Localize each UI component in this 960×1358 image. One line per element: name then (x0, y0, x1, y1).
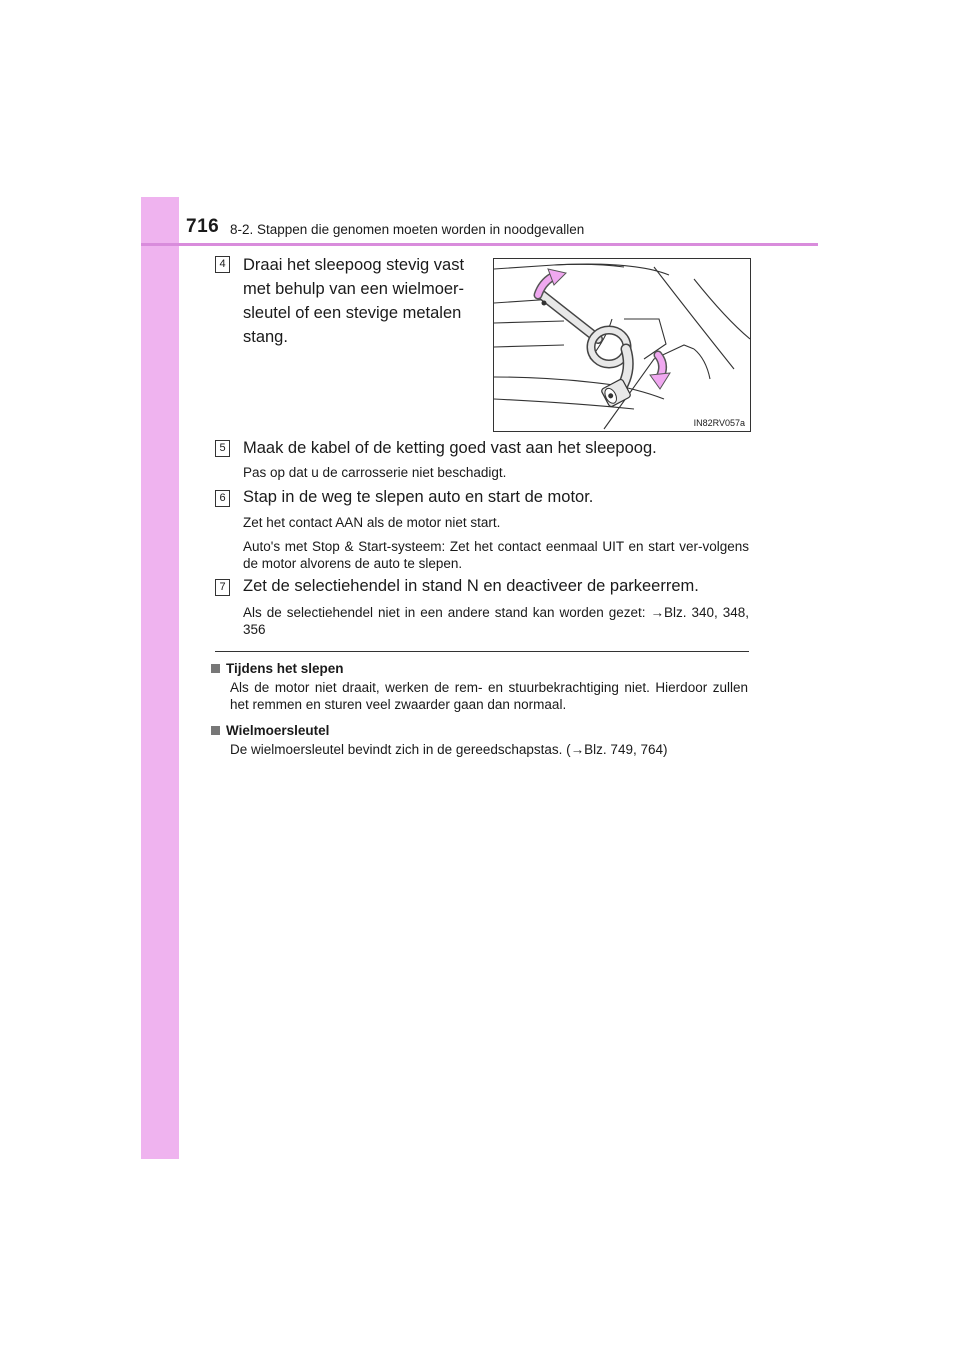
step-4-title-line: sleutel of een stevige metalen (243, 304, 462, 322)
wrench-turning-figure (494, 259, 750, 431)
info-heading (211, 722, 329, 739)
figure-code: IN82RV057a (693, 418, 745, 428)
info-body: Als de motor niet draait, werken de rem- en stuurbekrachtiging niet. Hierdoor zullen het remmen en sturen veel zwaarder gaan dan normaal. (230, 680, 748, 712)
step-4-title-line: Draai het sleepoog stevig vast (243, 256, 465, 274)
info-body: De wielmoersleutel bevindt zich in de gereedschapstas. (→Blz. 749, 764) (230, 742, 668, 757)
info-heading (211, 660, 344, 677)
step-7-title: Zet de selectiehendel in stand N en deactiveer de parkeerrem. (243, 577, 699, 595)
step-5-badge: 5 (215, 440, 230, 457)
step-6-badge: 6 (215, 490, 230, 507)
chapter-side-tab (141, 197, 179, 1159)
towing-eye-illustration (493, 258, 751, 432)
step-7-note: Als de selectiehendel niet in een andere stand kan worden gezet: →Blz. 340, 348, 356 (243, 605, 749, 637)
step-5-note: Pas op dat u de carrosserie niet beschadigt. (243, 465, 507, 480)
step-4-title-line: met behulp van een wielmoer- (243, 280, 465, 298)
step-6-note: Auto's met Stop & Start-systeem: Zet het contact eenmaal UIT en start ver-volgens de motor alvorens de auto te slepen. (243, 539, 749, 571)
step-4-badge: 4 (215, 256, 230, 273)
section-divider (215, 651, 749, 652)
step-6-title: Stap in de weg te slepen auto en start de motor. (243, 488, 594, 506)
step-6-note: Zet het contact AAN als de motor niet start. (243, 515, 501, 530)
bullet-square-icon (211, 726, 220, 735)
bullet-square-icon (211, 664, 220, 673)
section-title: 8-2. Stappen die genomen moeten worden in noodgevallen (230, 222, 585, 237)
info-heading-text: Tijdens het slepen (226, 661, 344, 676)
step-4-title-line: stang. (243, 328, 288, 346)
header-rule (141, 243, 818, 246)
step-7-badge: 7 (215, 579, 230, 596)
info-heading-text: Wielmoersleutel (226, 723, 330, 738)
page-number: 716 (186, 216, 220, 237)
step-5-title: Maak de kabel of de ketting goed vast aan het sleepoog. (243, 439, 657, 457)
